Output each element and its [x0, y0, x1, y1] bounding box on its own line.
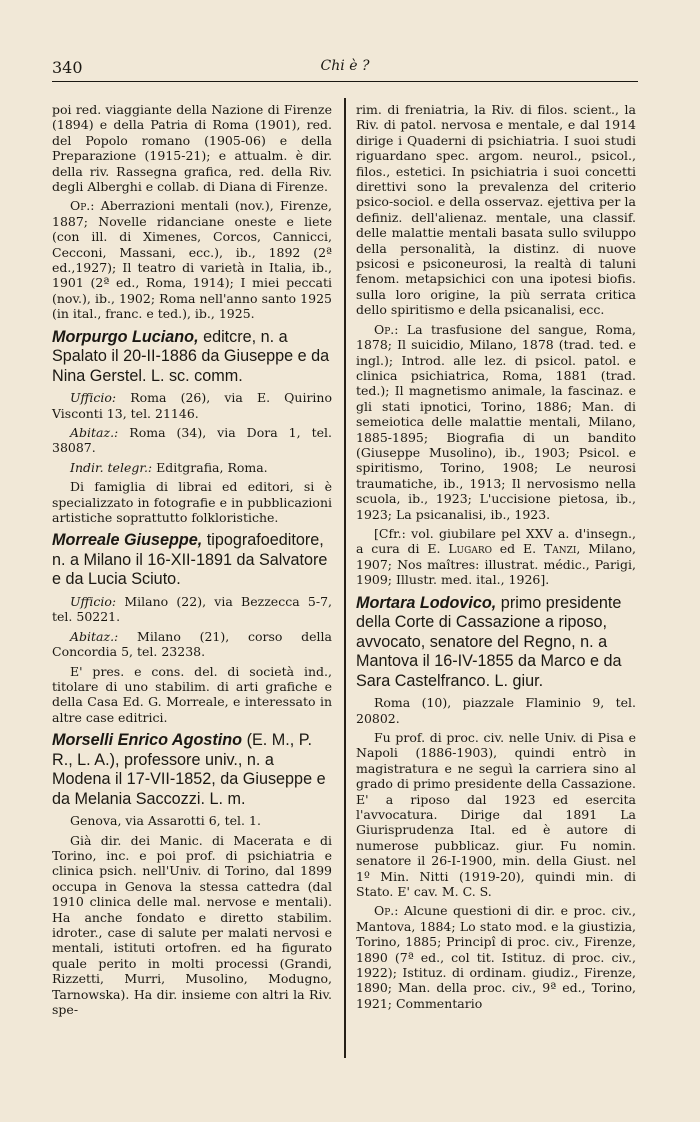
home-label: Abitaz.:: [70, 628, 119, 644]
right-column: [356, 102, 636, 1015]
works-text: Alcune questioni di dir. e proc. civ., Mantova, 1884; Lo stato mod. e la giustizia, Torino, 1885; Principî di proc. civ., Firenze, 1890 (7ª ed., col tit. Istituz. di proc. civ., 1922); Istituz. di ordinam. giudiz., Firenze, 1890; Man. della proc. civ., 9ª ed., Torino, 1921; Commentario: [356, 903, 636, 1011]
address-line: Genova, via Assarotti 6, tel. 1.: [70, 813, 261, 829]
page-number: 340: [52, 58, 83, 77]
home-text: Roma (34), via Dora 1, tel. 38087.: [52, 425, 332, 456]
office-label: Ufficio:: [70, 390, 117, 406]
entry-paragraph: Già dir. dei Manic. di Macerata e di Torino, inc. e poi prof. di psichiatria e clinica psich. nell'Univ. di Torino, dal 1899 occupa in Genova la stessa cattedra (dal 1910 clinica delle mal. nervose e mentali). Ha anche fondato e diretto stabilim. idroter., case di salute per malati nervosi e mentali, istituti ortofren. ed ha figurato quale perito in molti processi (Grandi, Rizzetti, Murri, Musolino, Modugno, Tarnowska). Ha dir. insieme con altri la Riv. spe-: [52, 832, 332, 1018]
entry-heading: [52, 328, 332, 387]
works-paragraph: [52, 198, 332, 321]
entry-heading-text: (E. M., P. R., L. A.), professore univ., n. a Modena il 17-VII-1852, da Giuseppe e da Melania Saccozzi. L. m.: [52, 731, 326, 808]
works-label: Op.:: [374, 903, 399, 919]
office-line: [52, 594, 332, 625]
works-label: Op.:: [70, 198, 95, 214]
address-line: Roma (10), piazzale Flaminio 9, tel. 20802.: [356, 695, 636, 726]
references-paragraph: [356, 526, 636, 588]
office-text: Milano (22), via Bezzecca 5-7, tel. 50221.: [52, 593, 332, 625]
entry-paragraph: E' pres. e cons. del. di società ind., titolare di uno stabilim. di arti grafiche e della Casa Ed. G. Morreale, e interessato in altre case editrici.: [52, 663, 332, 725]
office-label: Ufficio:: [70, 593, 117, 609]
works-text: La trasfusione del sangue, Roma, 1878; Il suicidio, Milano, 1878 (trad. ted. e ingl.); Introd. alle lez. di psicol. patol. e clinica psichiatrica, Roma, 1881 (trad. ted.); Il magnetismo animale, la fascinaz. e gli stati ipnotici, Torino, 1886; Man. di semeiotica delle malattie mentali, Milano, 1885-1895; Biografia di un bandito (Giuseppe Musolino), ib., 1903; Psicol. e spiritismo, Torino, 1908; Le neurosi traumatiche, ib., 1913; Il nervosismo nella scuola, ib., 1923; L'uccisione pietosa, ib., 1923; La psicanalisi, ib., 1923.: [356, 321, 636, 522]
entry-name: Morreale Giuseppe,: [52, 531, 203, 550]
entry-heading: [356, 594, 636, 692]
home-line: [52, 629, 332, 660]
reference-name: Tanzi: [543, 541, 577, 557]
entry-morreale: [52, 531, 332, 725]
home-line: [52, 425, 332, 456]
office-line: [52, 390, 332, 421]
entry-heading: [52, 731, 332, 809]
works-paragraph: [356, 903, 636, 1011]
entry-name: Morpurgo Luciano,: [52, 327, 199, 346]
reference-name: Lugaro: [448, 541, 492, 557]
running-head: Chi è ?: [320, 58, 370, 74]
works-paragraph: [356, 322, 636, 522]
works-label: Op.:: [374, 321, 399, 337]
continuation-paragraph: poi red. viaggiante della Nazione di Firenze (1894) e della Patria di Roma (1901), red. del Popolo romano (1905-06) e della Preparazione (1915-21); e attualm. è dir. della riv. Rassegna grafica, red. della Riv. degli Alberghi e collab. di Diana di Firenze.: [52, 102, 332, 195]
references-text: , Milano, 1907; Nos maîtres: illustrat. médic., Parigi, 1909; Illustr. med. ital., 1926].: [356, 541, 636, 588]
office-text: Roma (26), via E. Quirino Visconti 13, tel. 21146.: [52, 390, 332, 421]
continuation-paragraph: rim. di freniatria, la Riv. di filos. scient., la Riv. di patol. nervosa e mentale, e dal 1914 dirige i Quaderni di psichiatria. I suoi studi riguardano spec. argom. neurol., psicol., filos., estetici. In psichiatria i suoi concetti direttivi sono la prevalenza del criterio psico-sociol. e della osservaz. ejettiva per la definiz. dell'alienaz. mentale, una classif. delle malattie mentali basata sullo sviluppo della personalità, la distinz. di nuove psicosi e psiconeurosi, la realtà di taluni fenom. metapsichici con una ipotesi biofis. sulla loro origine, la più serrata critica dello spiritismo e della psicanalisi, ecc.: [356, 102, 636, 318]
entry-heading-text: primo presidente della Corte di Cassazione a riposo, avvocato, senatore del Regno, n. a Mantova il 16-IV-1855 da Marco e da Sara Castelfranco. L. giur.: [356, 593, 622, 690]
telegraph-text: Editgrafia, Roma.: [152, 459, 268, 475]
entry-morselli: [52, 731, 332, 1017]
entry-heading-text: editcre, n. a Spalato il 20-II-1886 da Giuseppe e da Nina Gerstel. L. sc. comm.: [52, 327, 330, 385]
references-text: [Cfr.: vol. giubilare pel XXV a. d'insegn., a cura di E.: [356, 525, 636, 557]
entry-paragraph: Di famiglia di librai ed editori, si è specializzato in fotografie e in pubblicazioni artistiche soprattutto folkloristiche.: [52, 479, 332, 526]
telegraph-line: [52, 460, 332, 475]
home-label: Abitaz.:: [70, 425, 119, 440]
entry-morpurgo: [52, 328, 332, 526]
home-text: Milano (21), corso della Concordia 5, tel. 23238.: [52, 628, 332, 660]
entry-name: Mortara Lodovico,: [356, 593, 497, 612]
references-text: ed E.: [491, 541, 544, 557]
entry-mortara: [356, 594, 636, 1012]
entry-heading: [52, 531, 332, 590]
entry-name: Morselli Enrico Agostino: [52, 731, 243, 750]
column-divider: [344, 98, 346, 1058]
header-rule: [52, 81, 638, 82]
page-header: [52, 58, 638, 80]
telegraph-label: Indir. telegr.:: [70, 459, 153, 475]
entry-heading-text: tipografoeditore, n. a Milano il 16-XII-1891 da Salvatore e da Lucia Sciuto.: [52, 531, 328, 589]
works-text: Aberrazioni mentali (nov.), Firenze, 1887; Novelle ridanciane oneste e liete (con ill. di Ximenes, Corcos, Cannicci, Cecconi, Massani, ecc.), ib., 1892 (2ª ed.,1927); Il teatro di varietà in Italia, ib., 1901 (2ª ed., Roma, 1914); I miei peccati (nov.), ib., 1902; Roma nell'anno santo 1925 (in ital., franc. e ted.), ib., 1925.: [52, 198, 332, 322]
left-column: [52, 102, 332, 1021]
entry-paragraph: Fu prof. di proc. civ. nelle Univ. di Pisa e Napoli (1886-1903), quindi entrò in magistratura e ne seguì la carriera sino al grado di primo presidente della Cassazione. E' a riposo dal 1923 ed esercita l'avvocatura. Dirige dal 1891 La Giurisprudenza Ital. ed è autore di numerose pubblicaz. giur. Fu nomin. senatore il 26-I-1900, min. della Giust. nel 1º Min. Nitti (1919-20), quindi min. di Stato. E' cav. M. C. S.: [356, 729, 636, 899]
